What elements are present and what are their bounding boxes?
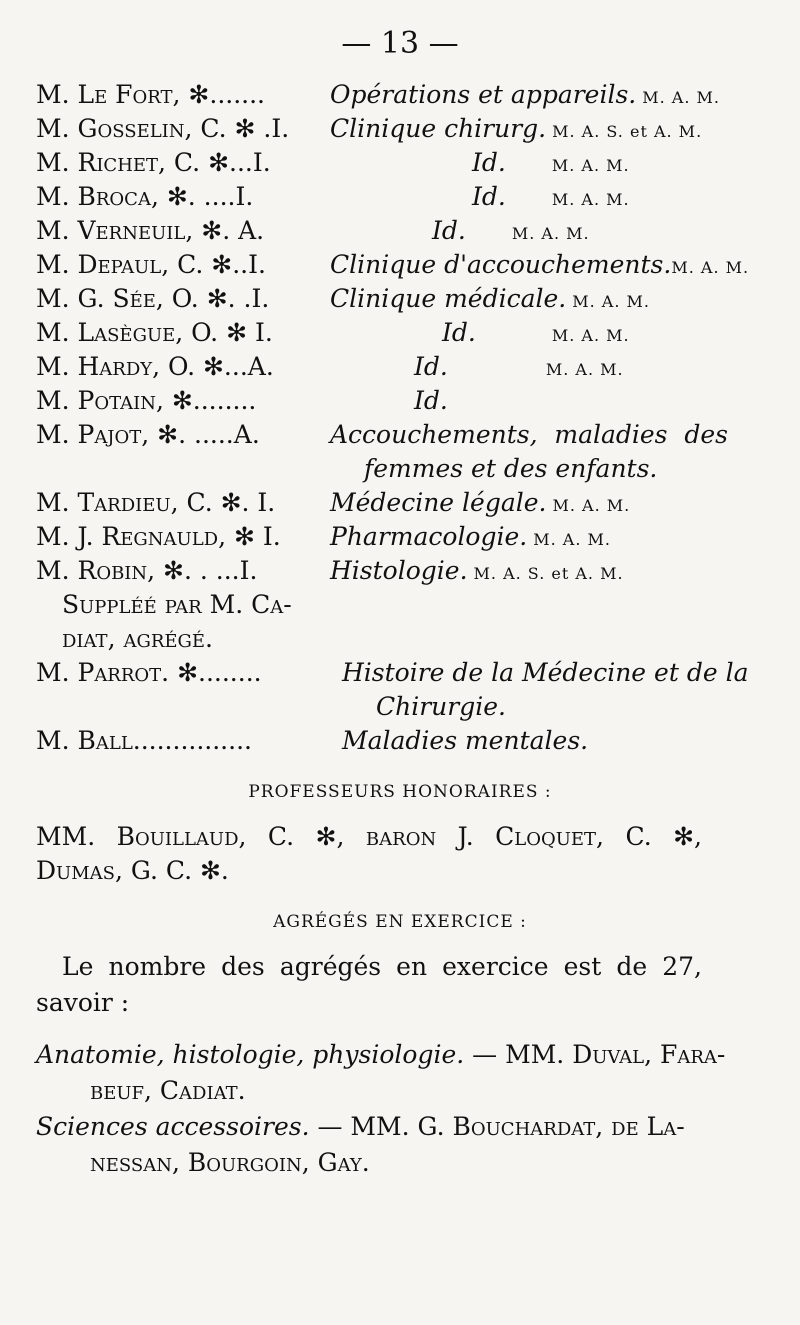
professor-course: Clinique médicale. M. A. M.: [330, 284, 650, 313]
professor-row: [36, 284, 766, 318]
agreges-sciences-names: — MM. G. Bouchardat, de La-: [317, 1112, 685, 1141]
agreges-anatomie-cont: beuf, Cadiat.: [90, 1076, 246, 1105]
professor-name: M. Tardieu, C. ✻. I.: [36, 488, 276, 517]
supplement-note: Suppléé par M. Ca-: [62, 590, 292, 619]
agreges-sciences: [36, 1112, 702, 1141]
agreges-anatomie: [36, 1040, 726, 1069]
professor-course: Id. M. A. M.: [472, 148, 630, 177]
professor-course: Médecine légale. M. A. M.: [330, 488, 631, 517]
professor-row: [36, 488, 766, 522]
professor-marks: M. A. M.: [511, 224, 590, 243]
professor-row: [36, 80, 766, 114]
professor-course: Opérations et appareils. M. A. M.: [330, 80, 720, 109]
professor-marks: M. A. M.: [551, 326, 630, 345]
professor-name: M. Depaul, C. ✻..I.: [36, 250, 266, 279]
professor-marks: M. A. M.: [552, 496, 631, 515]
professor-marks: M. A. M.: [533, 530, 611, 549]
agreges-intro: Le nombre des agrégés en exercice est de 27,: [62, 952, 702, 981]
professor-marks: M. A. M.: [572, 292, 650, 311]
professor-row: [36, 726, 766, 760]
professor-name: M. Verneuil, ✻. A.: [36, 216, 265, 245]
professor-name: M. Lasègue, O. ✻ I.: [36, 318, 273, 347]
section-heading-agreges: AGRÉGÉS EN EXERCICE :: [273, 912, 527, 932]
professor-course: Accouchements, maladies des: [330, 420, 728, 449]
professor-course: Clinique d'accouchements.M. A. M.: [330, 250, 750, 279]
professor-name: M. Potain, ✻........: [36, 386, 257, 415]
professor-course-cont: Chirurgie.: [376, 692, 506, 721]
professor-marks: M. A. M.: [671, 258, 750, 277]
professor-marks: M. A. M.: [551, 190, 630, 209]
professor-row: [36, 420, 766, 454]
page-number: — 13 —: [341, 26, 459, 61]
professor-name: M. Richet, C. ✻...I.: [36, 148, 271, 177]
professor-name: M. Pajot, ✻. .....A.: [36, 420, 260, 449]
agreges-intro-cont: savoir :: [36, 988, 130, 1017]
honoraires-line: MM. Bouillaud, C. ✻, baron J. Cloquet, C. ✻,: [36, 822, 702, 851]
professor-name: M. J. Regnauld, ✻ I.: [36, 522, 281, 551]
professor-marks: M. A. M.: [642, 88, 720, 107]
professor-name: M. G. Sée, O. ✻. .I.: [36, 284, 270, 313]
professor-course: Histologie. M. A. S. et A. M.: [330, 556, 624, 585]
section-heading-honoraires: PROFESSEURS HONORAIRES :: [248, 782, 552, 802]
professor-row: [36, 658, 766, 692]
professor-marks: M. A. M.: [551, 156, 630, 175]
professor-row: [36, 556, 766, 590]
professor-marks: M. A. M.: [545, 360, 624, 379]
professor-course: Histoire de la Médecine et de la: [342, 658, 749, 687]
professor-name: M. Ball...............: [36, 726, 252, 755]
professor-name: M. Gosselin, C. ✻ .I.: [36, 114, 290, 143]
professor-course: Id. M. A. M.: [414, 352, 624, 381]
professor-course: Id. M. A. M.: [472, 182, 630, 211]
professor-row: [36, 522, 766, 556]
professor-name: M. Broca, ✻. ....I.: [36, 182, 254, 211]
agreges-sciences-cont: nessan, Bourgoin, Gay.: [90, 1148, 370, 1177]
professor-row: [36, 182, 766, 216]
professor-course-cont: femmes et des enfants.: [364, 454, 658, 483]
professor-row: [36, 352, 766, 386]
professor-course: Id. M. A. M.: [432, 216, 590, 245]
professor-row: [36, 216, 766, 250]
professor-row: [36, 148, 766, 182]
professor-course: Id.: [414, 386, 448, 415]
professor-marks: M. A. S. et A. M.: [552, 122, 703, 141]
professor-course: Clinique chirurg. M. A. S. et A. M.: [330, 114, 703, 143]
professor-course: Id. M. A. M.: [442, 318, 630, 347]
professor-row: [36, 386, 766, 420]
professor-marks: M. A. S. et A. M.: [473, 564, 624, 583]
agreges-anatomie-names: — MM. Duval, Fara-: [472, 1040, 726, 1069]
professor-row: [36, 250, 766, 284]
professor-course: Maladies mentales.: [342, 726, 589, 755]
professor-name: M. Hardy, O. ✻...A.: [36, 352, 274, 381]
agreges-anatomie-label: Anatomie, histologie, physiologie.: [36, 1040, 465, 1069]
professor-row: [36, 318, 766, 352]
professor-name: M. Le Fort, ✻.......: [36, 80, 265, 109]
professor-row: [36, 114, 766, 148]
professor-course: Pharmacologie. M. A. M.: [330, 522, 611, 551]
agreges-sciences-label: Sciences accessoires.: [36, 1112, 310, 1141]
honoraires-line-cont: Dumas, G. C. ✻.: [36, 856, 229, 885]
professor-name: M. Robin, ✻. . ...I.: [36, 556, 258, 585]
professor-name: M. Parrot. ✻........: [36, 658, 262, 687]
supplement-note-cont: diat, agrégé.: [62, 624, 213, 653]
